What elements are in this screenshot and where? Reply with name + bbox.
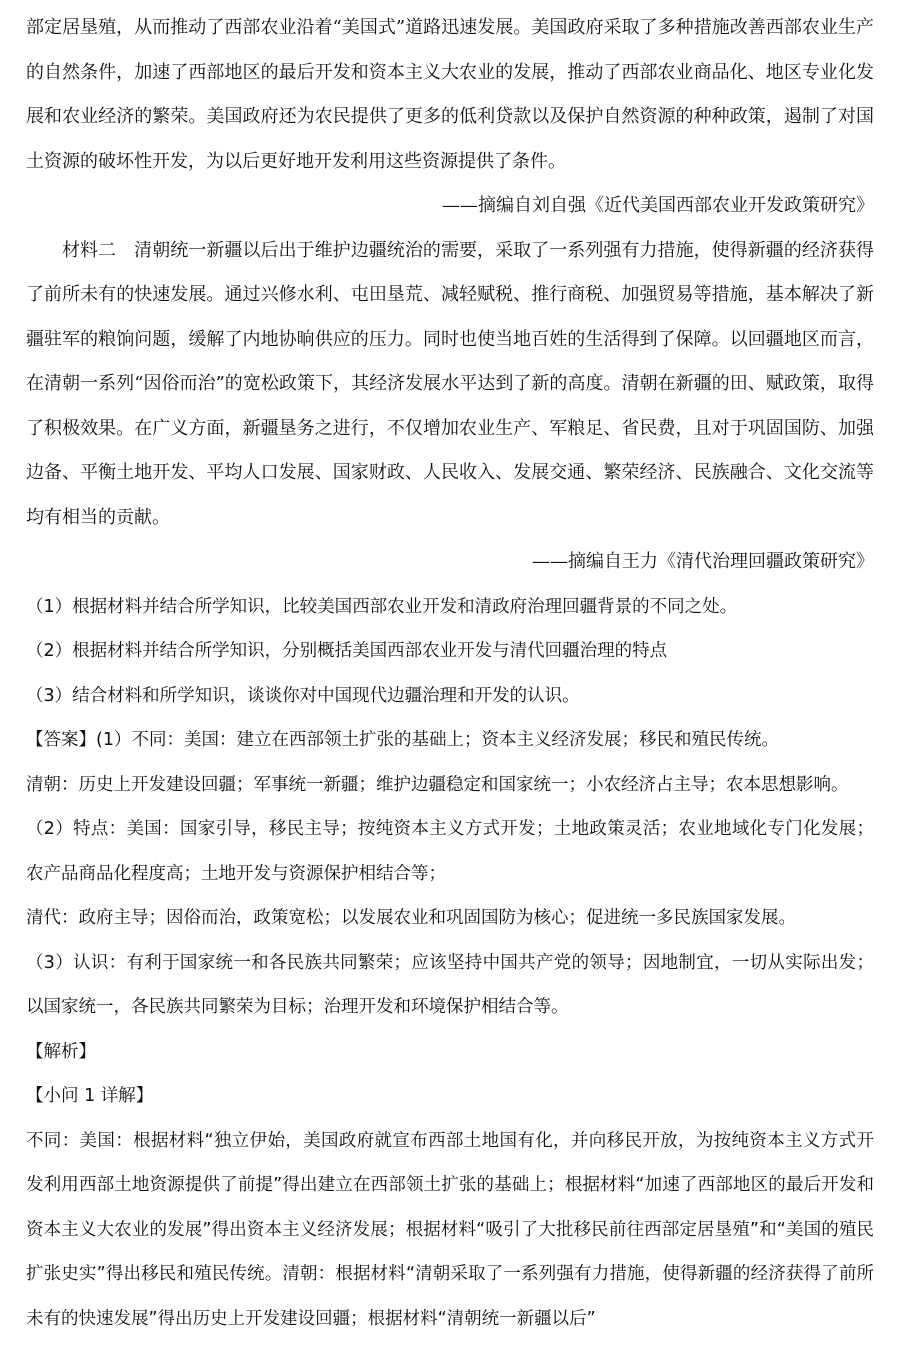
question-1: （1）根据材料并结合所学知识，比较美国西部农业开发和清政府治理回疆背景的不同之处。 bbox=[26, 596, 738, 617]
question-2: （2）根据材料并结合所学知识，分别概括美国西部农业开发与清代回疆治理的特点 bbox=[26, 641, 668, 661]
material-one-source: ——摘编自刘自强《近代美国西部农业开发政策研究》 bbox=[442, 195, 874, 216]
answer-part-2-us: （2）特点：美国：国家引导，移民主导；按纯资本主义方式开发；土地政策灵活；农业地域化专门化发展；农产品商品化程度高；土地开发与资源保护相结合等； bbox=[26, 819, 874, 884]
answer-part-1: 【答案】(1）不同：美国：建立在西部领土扩张的基础上；资本主义经济发展；移民和殖民传统。 bbox=[26, 730, 779, 750]
question-3: （3）结合材料和所学知识，谈谈你对中国现代边疆治理和开发的认识。 bbox=[26, 685, 580, 706]
material-two-text: 材料二 清朝统一新疆以后出于维护边疆统治的需要，采取了一系列强有力措施，使得新疆的经济获得了前所未有的快速发展。通过兴修水利、屯田垦荒、减轻赋税、推行商税、加强贸易等措施，基本解决了新疆驻军的粮饷问题，缓解了内地协晌供应的压力。同时也使当地百姓的生活得到了保障。以回疆地区而言，在清朝一系列“因俗而治”的宽松政策下，其经济发展水平达到了新的高度。清朝在新疆的田、赋政策，取得了积极效果。在广义方面，新疆垦务之进行，不仅增加农业生产、军粮足、省民费，且对于巩固国防、加强边备、平衡土地开发、平均人口发展、国家财政、人民收入、发展交通、繁荣经济、民族融合、文化交流等均有相当的贡献。 bbox=[26, 239, 874, 528]
analysis-heading: 【解析】 bbox=[26, 1041, 96, 1062]
answer-part-2-qing: 清代：政府主导；因俗而治，政策宽松；以发展农业和巩固国防为核心；促进统一多民族国家发展。 bbox=[26, 908, 796, 928]
material-two-source: ——摘编自王力《清代治理回疆政策研究》 bbox=[532, 551, 874, 572]
material-one-continuation: 部定居垦殖，从而推动了西部农业沿着“美国式”道路迅速发展。美国政府采取了多种措施改善西部农业生产的自然条件，加速了西部地区的最后开发和资本主义大农业的发展，推动了西部农业商品化、地区专业化发展和农业经济的繁荣。美国政府还为农民提供了更多的低利贷款以及保护自然资源的种种政策，遏制了对国土资源的破坏性开发，为以后更好地开发利用这些资源提供了条件。 bbox=[26, 17, 874, 172]
answer-part-3: （3）认识：有利于国家统一和各民族共同繁荣；应该坚持中国共产党的领导；因地制宜，一切从实际出发；以国家统一，各民族共同繁荣为目标；治理开发和环境保护相结合等。 bbox=[26, 952, 874, 1017]
answer-part-1-qing: 清朝：历史上开发建设回疆；军事统一新疆；维护边疆稳定和国家统一；小农经济占主导；农本思想影响。 bbox=[26, 774, 849, 795]
analysis-paragraph: 不同：美国：根据材料“独立伊始，美国政府就宣布西部土地国有化，并向移民开放，为按纯资本主义方式开发利用西部土地资源提供了前提”得出建立在西部领土扩张的基础上；根据材料“加速了西部地区的最后开发和资本主义大农业的发展”得出资本主义经济发展；根据材料“吸引了大批移民前往西部定居垦殖”和“美国的殖民扩张史实”得出移民和殖民传统。清朝：根据材料“清朝采取了一系列强有力措施，使得新疆的经济获得了前所未有的快速发展”得出历史上开发建设回疆；根据材料“清朝统一新疆以后” bbox=[26, 1130, 874, 1329]
analysis-subheading: 【小问 1 详解】 bbox=[26, 1086, 154, 1106]
document-page bbox=[26, 6, 874, 1341]
